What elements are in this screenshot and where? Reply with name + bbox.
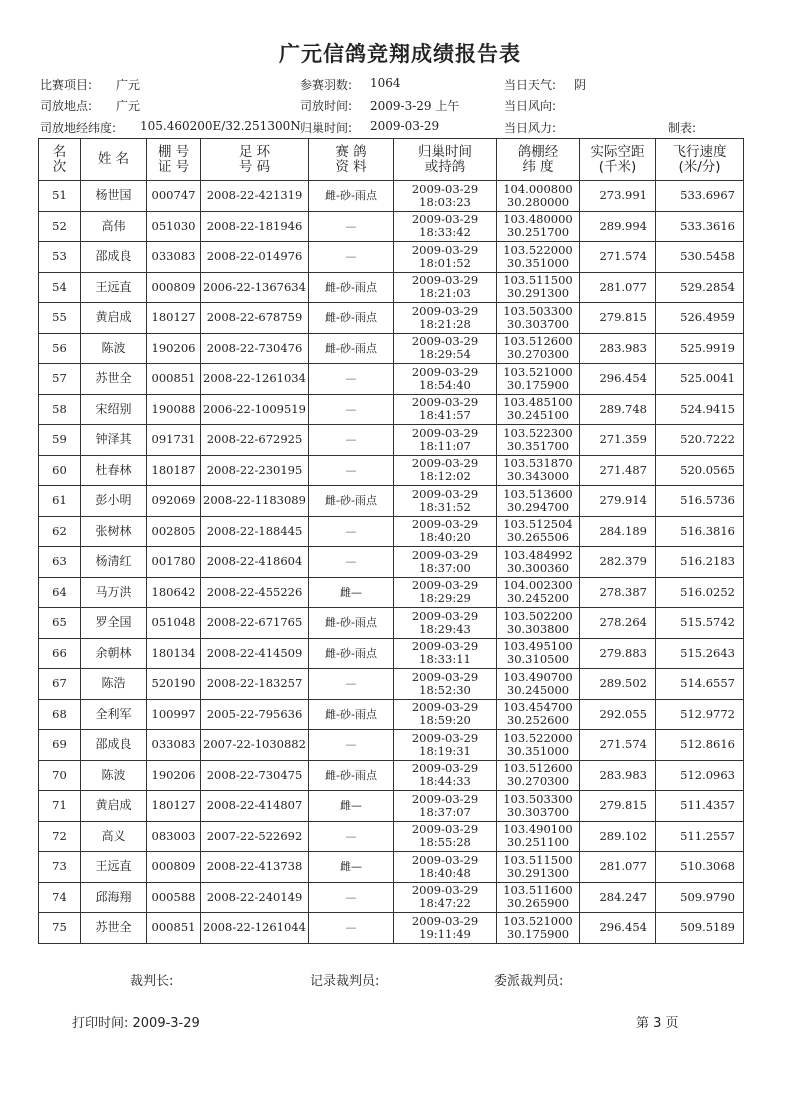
cell-return-time: 2009-03-29 18:40:20 <box>394 516 497 547</box>
table-row <box>39 577 744 608</box>
cell-ring: 2008-22-455226 <box>201 577 309 608</box>
header-return-time: 归巢时间 或持鸽 <box>394 139 497 181</box>
cell-ring: 2008-22-678759 <box>201 303 309 334</box>
header-ring: 足 环 号 码 <box>201 139 309 181</box>
cell-distance: 289.994 <box>580 211 656 242</box>
release-time-label: 司放时间: <box>300 99 353 113</box>
cell-distance: 273.991 <box>580 181 656 212</box>
table-row <box>39 608 744 639</box>
appointed-judge-label: 委派裁判员: <box>494 974 564 989</box>
cell-name: 邵成良 <box>81 242 147 273</box>
cell-rank: 52 <box>39 211 81 242</box>
cell-pigeon-info: 雌-砂-雨点 <box>309 333 394 364</box>
cell-loft: 000851 <box>147 913 201 944</box>
header-speed: 飞行速度 (米/分) <box>656 139 744 181</box>
header-name: 姓 名 <box>81 139 147 181</box>
cell-speed: 524.9415 <box>656 394 744 425</box>
cell-pigeon-info: 雌— <box>309 791 394 822</box>
cell-distance: 279.815 <box>580 791 656 822</box>
table-header-row <box>39 139 744 181</box>
cell-name: 杜春林 <box>81 455 147 486</box>
cell-return-time: 2009-03-29 18:40:48 <box>394 852 497 883</box>
cell-loft: 033083 <box>147 730 201 761</box>
table-row <box>39 852 744 883</box>
cell-speed: 512.8616 <box>656 730 744 761</box>
cell-distance: 284.189 <box>580 516 656 547</box>
cell-loft: 051030 <box>147 211 201 242</box>
cell-coord: 104.002300 30.245200 <box>497 577 580 608</box>
cell-return-time: 2009-03-29 18:44:33 <box>394 760 497 791</box>
cell-loft: 180127 <box>147 303 201 334</box>
cell-pigeon-info: — <box>309 882 394 913</box>
cell-distance: 271.574 <box>580 242 656 273</box>
table-row <box>39 913 744 944</box>
cell-loft: 180127 <box>147 791 201 822</box>
cell-coord: 103.512504 30.265506 <box>497 516 580 547</box>
race-item-value: 广元 <box>116 78 141 92</box>
table-row <box>39 364 744 395</box>
cell-ring: 2008-22-418604 <box>201 547 309 578</box>
cell-return-time: 2009-03-29 18:59:20 <box>394 699 497 730</box>
cell-return-time: 2009-03-29 18:33:11 <box>394 638 497 669</box>
cell-ring: 2008-22-413738 <box>201 852 309 883</box>
cell-speed: 509.5189 <box>656 913 744 944</box>
cell-distance: 271.574 <box>580 730 656 761</box>
cell-coord: 103.485100 30.245100 <box>497 394 580 425</box>
cell-name: 陈浩 <box>81 669 147 700</box>
return-time-label: 归巢时间: <box>300 121 353 135</box>
cell-loft: 100997 <box>147 699 201 730</box>
cell-return-time: 2009-03-29 18:31:52 <box>394 486 497 517</box>
cell-ring: 2008-22-1261034 <box>201 364 309 395</box>
cell-speed: 510.3068 <box>656 852 744 883</box>
cell-loft: 190206 <box>147 333 201 364</box>
cell-ring: 2008-22-414807 <box>201 791 309 822</box>
cell-return-time: 2009-03-29 18:33:42 <box>394 211 497 242</box>
cell-rank: 68 <box>39 699 81 730</box>
cell-return-time: 2009-03-29 18:54:40 <box>394 364 497 395</box>
cell-loft: 051048 <box>147 608 201 639</box>
return-time-value: 2009-03-29 <box>370 119 440 133</box>
cell-loft: 083003 <box>147 821 201 852</box>
cell-coord: 103.521000 30.175900 <box>497 364 580 395</box>
cell-coord: 103.511500 30.291300 <box>497 272 580 303</box>
cell-return-time: 2009-03-29 18:55:28 <box>394 821 497 852</box>
cell-distance: 292.055 <box>580 699 656 730</box>
cell-distance: 281.077 <box>580 852 656 883</box>
cell-loft: 180642 <box>147 577 201 608</box>
cell-name: 苏世全 <box>81 364 147 395</box>
table-row <box>39 303 744 334</box>
table-row <box>39 455 744 486</box>
cell-pigeon-info: — <box>309 394 394 425</box>
cell-speed: 514.6557 <box>656 669 744 700</box>
cell-rank: 57 <box>39 364 81 395</box>
cell-speed: 515.5742 <box>656 608 744 639</box>
print-time: 打印时间: 2009-3-29 <box>72 1016 200 1031</box>
cell-return-time: 2009-03-29 18:19:31 <box>394 730 497 761</box>
cell-ring: 2008-22-671765 <box>201 608 309 639</box>
cell-coord: 103.513600 30.294700 <box>497 486 580 517</box>
race-item-label: 比赛项目: <box>40 78 93 92</box>
release-place-label: 司放地点: <box>40 99 93 113</box>
cell-coord: 104.000800 30.280000 <box>497 181 580 212</box>
cell-name: 张树林 <box>81 516 147 547</box>
cell-coord: 103.495100 30.310500 <box>497 638 580 669</box>
cell-speed: 525.0041 <box>656 364 744 395</box>
cell-name: 邱海翔 <box>81 882 147 913</box>
cell-coord: 103.522000 30.351000 <box>497 730 580 761</box>
cell-rank: 67 <box>39 669 81 700</box>
entries-label: 参赛羽数: <box>300 78 353 92</box>
page-number: 第 3 页 <box>636 1016 679 1031</box>
cell-distance: 278.387 <box>580 577 656 608</box>
cell-loft: 520190 <box>147 669 201 700</box>
entries-value: 1064 <box>370 76 401 90</box>
cell-ring: 2008-22-414509 <box>201 638 309 669</box>
cell-rank: 51 <box>39 181 81 212</box>
table-row <box>39 699 744 730</box>
release-place-value: 广元 <box>116 99 141 113</box>
release-coord-value: 105.460200E/32.251300N <box>140 119 301 133</box>
cell-loft: 000809 <box>147 272 201 303</box>
cell-coord: 103.511500 30.291300 <box>497 852 580 883</box>
cell-return-time: 2009-03-29 18:11:07 <box>394 425 497 456</box>
table-row <box>39 272 744 303</box>
cell-ring: 2008-22-230195 <box>201 455 309 486</box>
release-time-value: 2009-3-29 上午 <box>370 99 460 113</box>
record-judge-label: 记录裁判员: <box>310 974 380 989</box>
cell-name: 高伟 <box>81 211 147 242</box>
cell-name: 陈波 <box>81 760 147 791</box>
cell-pigeon-info: — <box>309 425 394 456</box>
cell-ring: 2008-22-1183089 <box>201 486 309 517</box>
table-row <box>39 730 744 761</box>
header-pigeon-info: 赛 鸽 资 料 <box>309 139 394 181</box>
cell-ring: 2005-22-795636 <box>201 699 309 730</box>
cell-coord: 103.512600 30.270300 <box>497 760 580 791</box>
cell-name: 钟泽其 <box>81 425 147 456</box>
cell-return-time: 2009-03-29 18:12:02 <box>394 455 497 486</box>
report-meta <box>0 76 800 136</box>
cell-distance: 283.983 <box>580 333 656 364</box>
cell-rank: 63 <box>39 547 81 578</box>
cell-return-time: 2009-03-29 18:41:57 <box>394 394 497 425</box>
cell-name: 杨世国 <box>81 181 147 212</box>
cell-rank: 62 <box>39 516 81 547</box>
table-row <box>39 333 744 364</box>
cell-speed: 516.0252 <box>656 577 744 608</box>
table-row <box>39 181 744 212</box>
cell-coord: 103.480000 30.251700 <box>497 211 580 242</box>
cell-rank: 74 <box>39 882 81 913</box>
wind-direction-label: 当日风向: <box>504 99 557 113</box>
cell-name: 全利军 <box>81 699 147 730</box>
table-row <box>39 821 744 852</box>
cell-return-time: 2009-03-29 18:47:22 <box>394 882 497 913</box>
cell-rank: 69 <box>39 730 81 761</box>
cell-distance: 289.102 <box>580 821 656 852</box>
table-row <box>39 669 744 700</box>
cell-rank: 53 <box>39 242 81 273</box>
cell-speed: 525.9919 <box>656 333 744 364</box>
cell-name: 王远直 <box>81 852 147 883</box>
cell-pigeon-info: — <box>309 364 394 395</box>
weather-label: 当日天气: <box>504 78 557 92</box>
cell-ring: 2006-22-1367634 <box>201 272 309 303</box>
cell-pigeon-info: — <box>309 547 394 578</box>
header-rank: 名 次 <box>39 139 81 181</box>
cell-ring: 2007-22-1030882 <box>201 730 309 761</box>
report-title: 广元信鸽竞翔成绩报告表 <box>279 42 521 66</box>
cell-distance: 271.487 <box>580 455 656 486</box>
cell-ring: 2006-22-1009519 <box>201 394 309 425</box>
cell-ring: 2008-22-672925 <box>201 425 309 456</box>
cell-ring: 2008-22-421319 <box>201 181 309 212</box>
cell-loft: 000747 <box>147 181 201 212</box>
cell-loft: 000809 <box>147 852 201 883</box>
maker-label: 制表: <box>668 121 697 135</box>
header-loft: 棚 号 证 号 <box>147 139 201 181</box>
cell-name: 杨清红 <box>81 547 147 578</box>
cell-coord: 103.503300 30.303700 <box>497 303 580 334</box>
cell-speed: 533.6967 <box>656 181 744 212</box>
cell-return-time: 2009-03-29 18:03:23 <box>394 181 497 212</box>
cell-pigeon-info: 雌-砂-雨点 <box>309 608 394 639</box>
cell-return-time: 2009-03-29 18:29:43 <box>394 608 497 639</box>
cell-rank: 59 <box>39 425 81 456</box>
cell-loft: 000851 <box>147 364 201 395</box>
cell-rank: 54 <box>39 272 81 303</box>
cell-pigeon-info: 雌-砂-雨点 <box>309 181 394 212</box>
results-table <box>38 138 744 944</box>
cell-rank: 56 <box>39 333 81 364</box>
cell-speed: 512.9772 <box>656 699 744 730</box>
cell-return-time: 2009-03-29 18:21:03 <box>394 272 497 303</box>
cell-ring: 2008-22-240149 <box>201 882 309 913</box>
cell-speed: 515.2643 <box>656 638 744 669</box>
cell-pigeon-info: 雌-砂-雨点 <box>309 272 394 303</box>
cell-pigeon-info: 雌-砂-雨点 <box>309 760 394 791</box>
table-row <box>39 547 744 578</box>
cell-loft: 033083 <box>147 242 201 273</box>
cell-distance: 289.748 <box>580 394 656 425</box>
cell-loft: 190206 <box>147 760 201 791</box>
table-row <box>39 791 744 822</box>
chief-judge-label: 裁判长: <box>130 974 174 989</box>
cell-return-time: 2009-03-29 18:21:28 <box>394 303 497 334</box>
cell-name: 马万洪 <box>81 577 147 608</box>
table-row <box>39 486 744 517</box>
cell-name: 余朝林 <box>81 638 147 669</box>
cell-speed: 516.2183 <box>656 547 744 578</box>
cell-coord: 103.511600 30.265900 <box>497 882 580 913</box>
cell-name: 宋绍别 <box>81 394 147 425</box>
table-row <box>39 516 744 547</box>
cell-loft: 180134 <box>147 638 201 669</box>
cell-rank: 55 <box>39 303 81 334</box>
cell-speed: 511.2557 <box>656 821 744 852</box>
cell-name: 高义 <box>81 821 147 852</box>
cell-pigeon-info: — <box>309 821 394 852</box>
cell-pigeon-info: — <box>309 730 394 761</box>
cell-distance: 282.379 <box>580 547 656 578</box>
cell-ring: 2008-22-181946 <box>201 211 309 242</box>
cell-distance: 279.883 <box>580 638 656 669</box>
cell-rank: 66 <box>39 638 81 669</box>
cell-distance: 271.359 <box>580 425 656 456</box>
cell-loft: 001780 <box>147 547 201 578</box>
cell-coord: 103.531870 30.343000 <box>497 455 580 486</box>
cell-speed: 533.3616 <box>656 211 744 242</box>
cell-rank: 64 <box>39 577 81 608</box>
cell-speed: 520.0565 <box>656 455 744 486</box>
cell-ring: 2008-22-1261044 <box>201 913 309 944</box>
table-row <box>39 394 744 425</box>
cell-rank: 58 <box>39 394 81 425</box>
cell-distance: 278.264 <box>580 608 656 639</box>
cell-distance: 284.247 <box>580 882 656 913</box>
cell-coord: 103.512600 30.270300 <box>497 333 580 364</box>
cell-ring: 2007-22-522692 <box>201 821 309 852</box>
header-coord: 鸽棚经 纬 度 <box>497 139 580 181</box>
cell-distance: 296.454 <box>580 364 656 395</box>
cell-loft: 190088 <box>147 394 201 425</box>
cell-speed: 530.5458 <box>656 242 744 273</box>
cell-name: 邵成良 <box>81 730 147 761</box>
cell-speed: 516.3816 <box>656 516 744 547</box>
cell-ring: 2008-22-183257 <box>201 669 309 700</box>
cell-name: 黄启成 <box>81 791 147 822</box>
cell-coord: 103.503300 30.303700 <box>497 791 580 822</box>
cell-return-time: 2009-03-29 18:29:29 <box>394 577 497 608</box>
cell-name: 黄启成 <box>81 303 147 334</box>
cell-distance: 279.815 <box>580 303 656 334</box>
cell-distance: 281.077 <box>580 272 656 303</box>
cell-name: 王远直 <box>81 272 147 303</box>
cell-coord: 103.521000 30.175900 <box>497 913 580 944</box>
cell-pigeon-info: 雌— <box>309 577 394 608</box>
table-row <box>39 211 744 242</box>
cell-return-time: 2009-03-29 18:29:54 <box>394 333 497 364</box>
cell-rank: 72 <box>39 821 81 852</box>
cell-return-time: 2009-03-29 19:11:49 <box>394 913 497 944</box>
weather-value: 阴 <box>574 78 587 92</box>
cell-pigeon-info: 雌-砂-雨点 <box>309 699 394 730</box>
cell-coord: 103.484992 30.300360 <box>497 547 580 578</box>
cell-loft: 000588 <box>147 882 201 913</box>
cell-name: 罗全国 <box>81 608 147 639</box>
cell-pigeon-info: 雌-砂-雨点 <box>309 638 394 669</box>
table-row <box>39 638 744 669</box>
cell-rank: 60 <box>39 455 81 486</box>
cell-speed: 511.4357 <box>656 791 744 822</box>
cell-distance: 289.502 <box>580 669 656 700</box>
cell-pigeon-info: 雌-砂-雨点 <box>309 486 394 517</box>
cell-name: 彭小明 <box>81 486 147 517</box>
cell-pigeon-info: — <box>309 455 394 486</box>
cell-coord: 103.490700 30.245000 <box>497 669 580 700</box>
cell-distance: 296.454 <box>580 913 656 944</box>
cell-distance: 279.914 <box>580 486 656 517</box>
cell-pigeon-info: — <box>309 211 394 242</box>
cell-speed: 516.5736 <box>656 486 744 517</box>
cell-return-time: 2009-03-29 18:52:30 <box>394 669 497 700</box>
cell-rank: 75 <box>39 913 81 944</box>
wind-force-label: 当日风力: <box>504 121 557 135</box>
cell-loft: 002805 <box>147 516 201 547</box>
cell-distance: 283.983 <box>580 760 656 791</box>
cell-speed: 512.0963 <box>656 760 744 791</box>
cell-ring: 2008-22-014976 <box>201 242 309 273</box>
cell-ring: 2008-22-188445 <box>201 516 309 547</box>
cell-return-time: 2009-03-29 18:37:00 <box>394 547 497 578</box>
cell-ring: 2008-22-730475 <box>201 760 309 791</box>
release-coord-label: 司放地经纬度: <box>40 121 117 135</box>
header-distance: 实际空距 (千米) <box>580 139 656 181</box>
cell-coord: 103.522300 30.351700 <box>497 425 580 456</box>
cell-pigeon-info: 雌-砂-雨点 <box>309 303 394 334</box>
cell-coord: 103.522000 30.351000 <box>497 242 580 273</box>
cell-coord: 103.490100 30.251100 <box>497 821 580 852</box>
cell-rank: 65 <box>39 608 81 639</box>
cell-ring: 2008-22-730476 <box>201 333 309 364</box>
cell-loft: 092069 <box>147 486 201 517</box>
table-row <box>39 242 744 273</box>
cell-return-time: 2009-03-29 18:01:52 <box>394 242 497 273</box>
cell-speed: 526.4959 <box>656 303 744 334</box>
cell-pigeon-info: — <box>309 242 394 273</box>
cell-pigeon-info: 雌— <box>309 852 394 883</box>
cell-rank: 61 <box>39 486 81 517</box>
cell-speed: 520.7222 <box>656 425 744 456</box>
cell-coord: 103.454700 30.252600 <box>497 699 580 730</box>
table-row <box>39 760 744 791</box>
cell-speed: 509.9790 <box>656 882 744 913</box>
table-row <box>39 425 744 456</box>
cell-rank: 73 <box>39 852 81 883</box>
cell-coord: 103.502200 30.303800 <box>497 608 580 639</box>
cell-rank: 70 <box>39 760 81 791</box>
cell-speed: 529.2854 <box>656 272 744 303</box>
cell-pigeon-info: — <box>309 516 394 547</box>
cell-name: 陈波 <box>81 333 147 364</box>
cell-loft: 091731 <box>147 425 201 456</box>
cell-pigeon-info: — <box>309 913 394 944</box>
table-row <box>39 882 744 913</box>
cell-return-time: 2009-03-29 18:37:07 <box>394 791 497 822</box>
cell-name: 苏世全 <box>81 913 147 944</box>
cell-pigeon-info: — <box>309 669 394 700</box>
cell-rank: 71 <box>39 791 81 822</box>
cell-loft: 180187 <box>147 455 201 486</box>
